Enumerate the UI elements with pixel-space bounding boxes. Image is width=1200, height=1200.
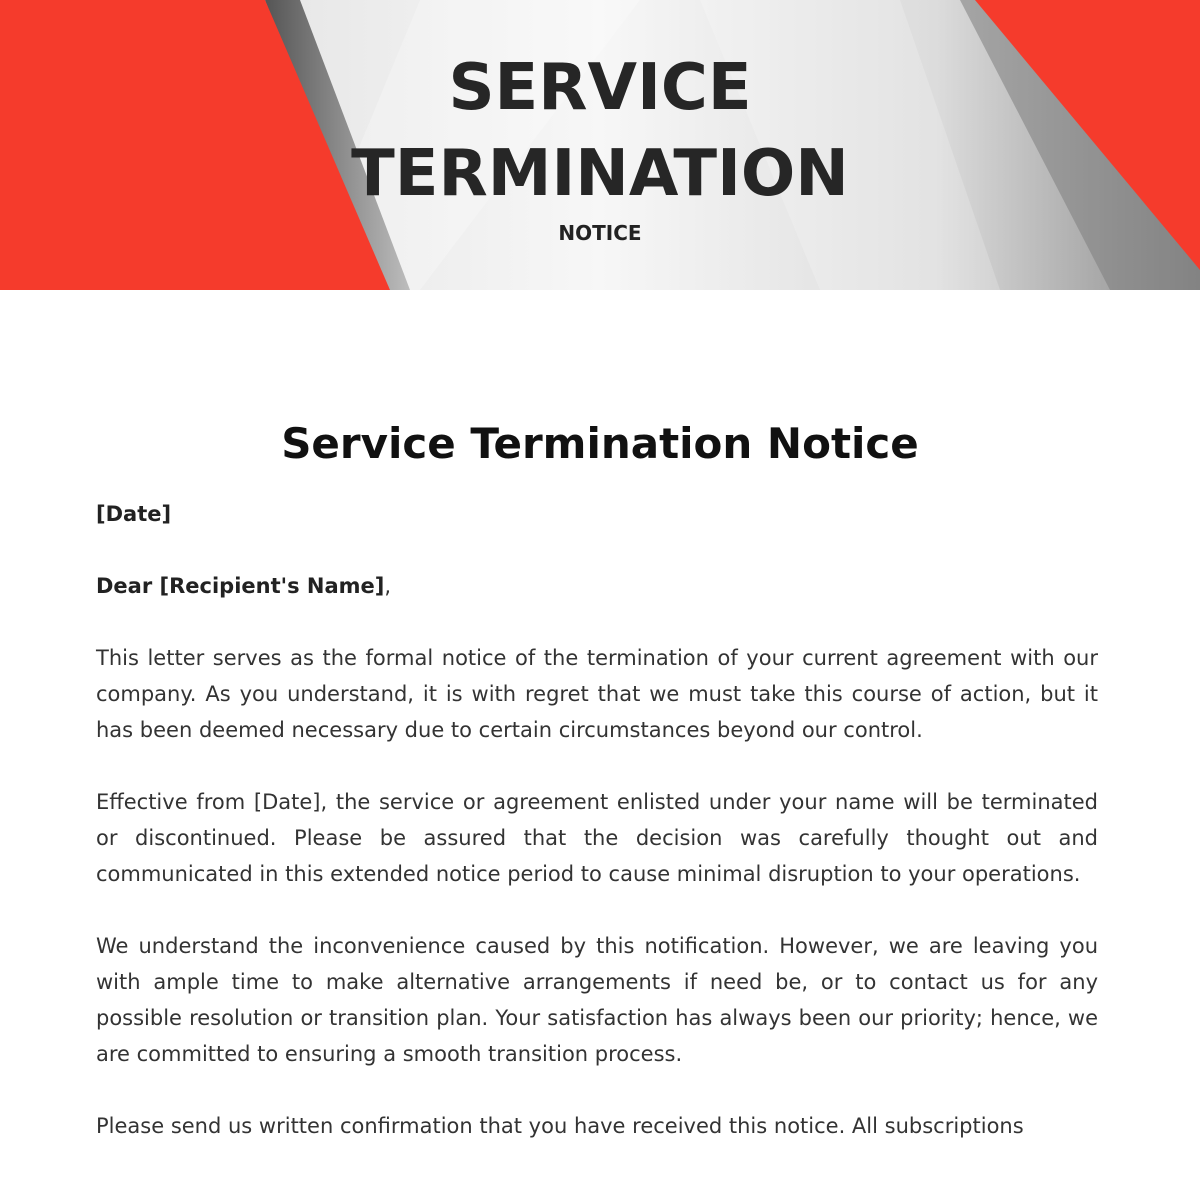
paragraph-1: This letter serves as the formal notice of the termination of your current agreement with our company. As you understand, it is with regret that we must take this course of action, but it has been deemed necessary due to certain circumstances beyond our control. <box>96 646 1098 742</box>
banner-title-line2: TERMINATION <box>351 137 849 211</box>
paragraph-3: We understand the inconvenience caused by this notification. However, we are leaving you with ample time to make alternative arrangements if need be, or to contact us for any possible resolution or transition plan. Your satisfaction has always been our priority; hence, we are committed to ensuring a smooth transition process. <box>96 934 1098 1066</box>
paragraph-2: Effective from [Date], the service or agreement enlisted under your name will be terminated or discontinued. Please be assured that the decision was carefully thought out and communicated in this extended notice period to cause minimal disruption to your operations. <box>96 790 1098 886</box>
paragraph-4: Please send us written confirmation that you have received this notice. All subscriptions <box>96 1114 1024 1138</box>
banner-subtitle: NOTICE <box>558 221 642 245</box>
salutation <box>96 568 1098 604</box>
header-banner <box>0 0 1200 290</box>
date-placeholder: [Date] <box>96 502 172 526</box>
document-title: Service Termination Notice <box>281 419 919 468</box>
letter-date <box>96 496 1098 532</box>
banner-title-line1: SERVICE <box>448 51 752 125</box>
recipient-name: [Recipient's Name] <box>159 574 385 598</box>
letter-body <box>96 496 1098 1180</box>
salutation-suffix: , <box>384 574 392 598</box>
salutation-prefix: Dear <box>96 574 160 598</box>
